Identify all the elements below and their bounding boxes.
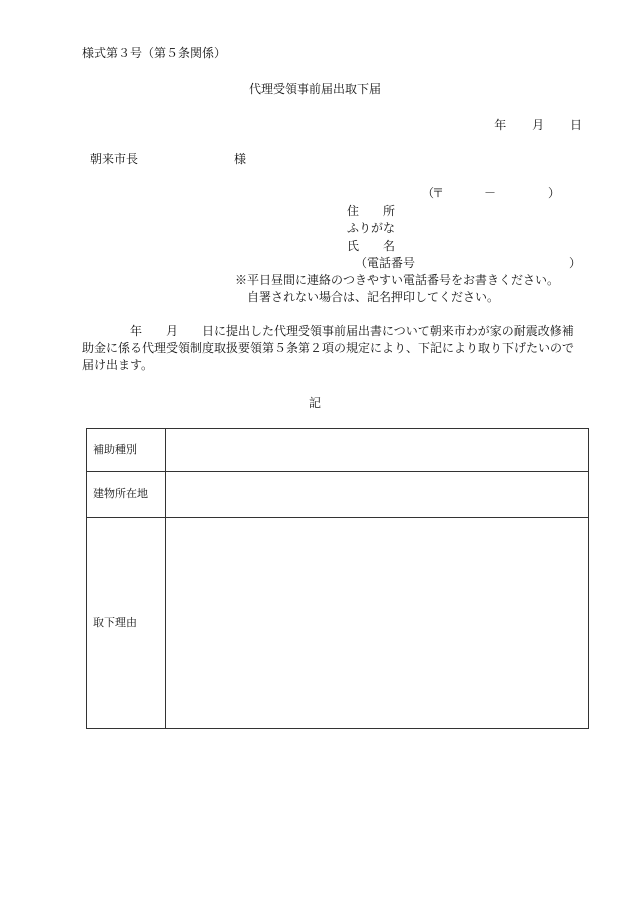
ki-heading: 記: [308, 396, 321, 410]
table-row: [87, 518, 589, 729]
postal-dash: －: [484, 186, 497, 200]
addressee-name: 朝来市長: [90, 152, 139, 166]
postal-mark: 〒: [432, 186, 445, 200]
table-row: [87, 472, 589, 518]
withdrawal-reason-label: 取下理由: [87, 518, 166, 729]
postal-close-paren: ）: [548, 186, 561, 200]
subsidy-type-label: 補助種別: [87, 429, 166, 472]
date-year: 年: [494, 118, 507, 132]
addressee: [90, 152, 246, 168]
table-row: [87, 429, 589, 472]
phone-label: （電話番号: [355, 256, 416, 270]
building-location-label: 建物所在地: [87, 472, 166, 518]
detail-table: [86, 428, 589, 729]
phone-close-paren: ）: [568, 256, 581, 270]
document-title: 代理受領事前届出取下届: [248, 82, 381, 96]
body-paragraph: 年 月 日に提出した代理受領事前届出書について朝来市わが家の耐震改修補助金に係る代理受領制度取扱要領第５条第２項の規定により、下記により取り下げたいので届け出ます。: [82, 324, 575, 372]
phone-line: [355, 256, 581, 272]
date-day: 日: [569, 118, 582, 132]
signature-note: 自署されない場合は、記名押印してください。: [247, 290, 500, 304]
phone-note: ※平日昼間に連絡のつきやすい電話番号をお書きください。: [235, 273, 560, 287]
building-location-field[interactable]: [166, 472, 589, 518]
subsidy-type-field[interactable]: [166, 429, 589, 472]
addressee-honorific: 様: [234, 152, 247, 166]
address-label: 住 所: [347, 204, 396, 218]
form-number: 様式第３号（第５条関係）: [82, 46, 227, 60]
date-line: [472, 118, 582, 134]
date-month: 月: [532, 118, 545, 132]
name-label: 氏 名: [347, 239, 396, 253]
postal-open-paren: （: [422, 186, 435, 200]
furigana-label: ふりがな: [347, 221, 396, 235]
withdrawal-reason-field[interactable]: [166, 518, 589, 729]
